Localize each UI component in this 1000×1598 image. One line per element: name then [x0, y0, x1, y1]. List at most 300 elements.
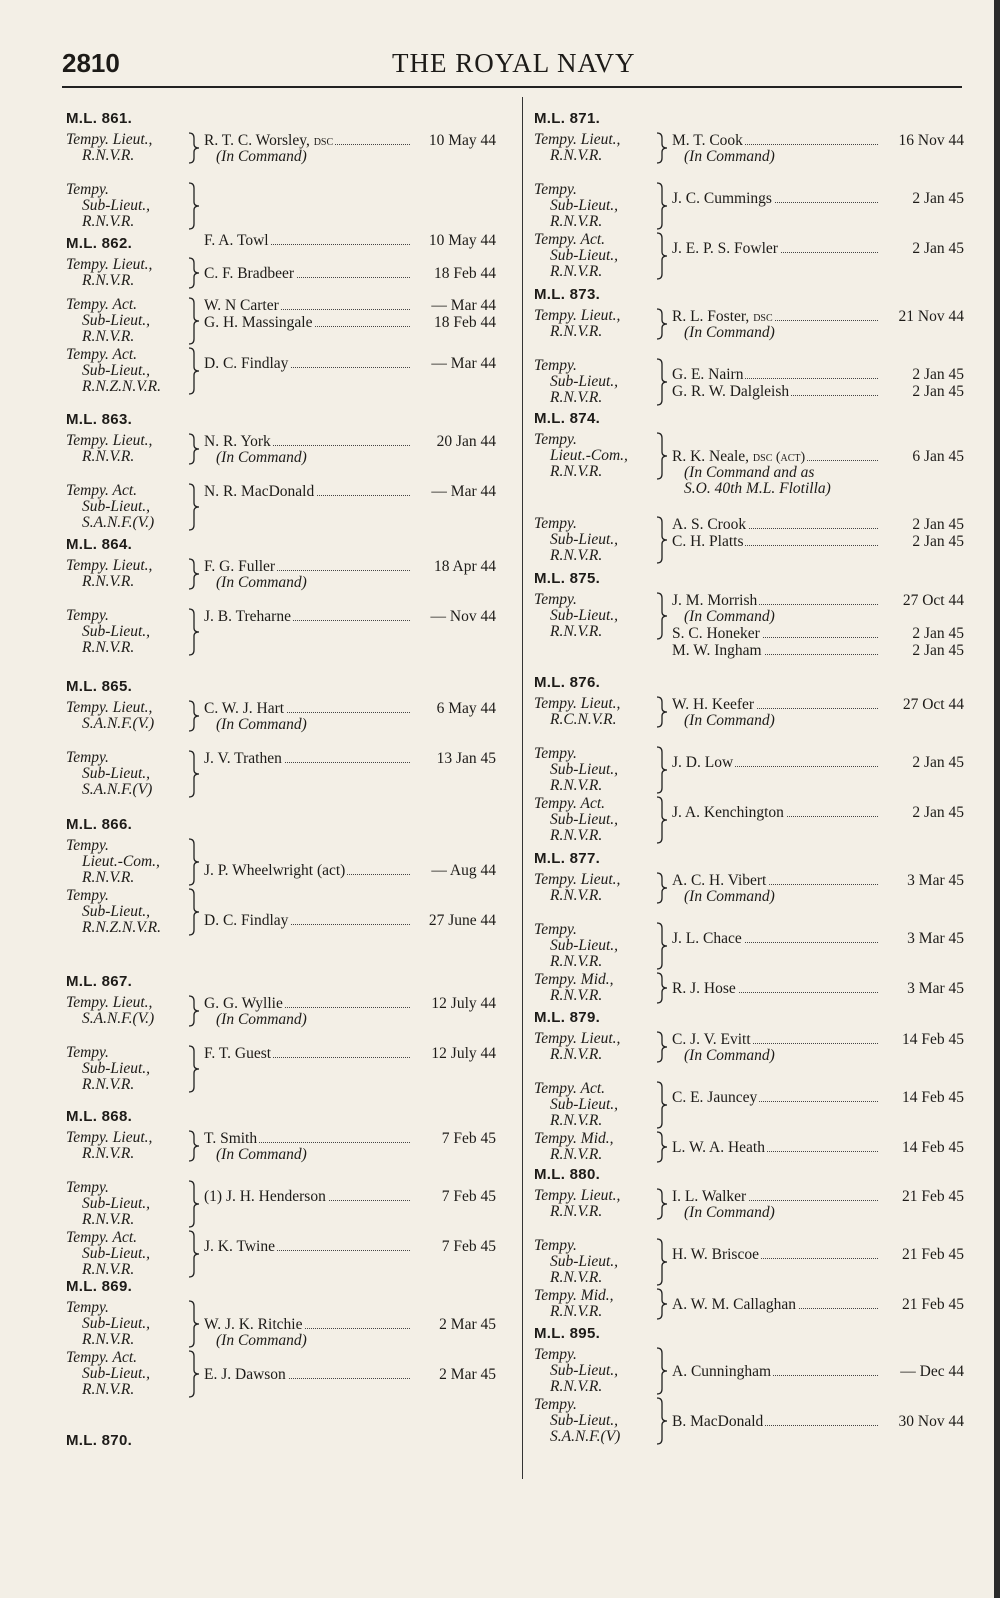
brace-shape — [188, 888, 200, 936]
rank-group — [66, 483, 496, 531]
brace-shape — [656, 696, 668, 728]
officer-name — [672, 980, 738, 998]
officer-name-text: D. C. Findlay — [204, 355, 289, 372]
officer-name — [204, 1045, 273, 1063]
rank-line: R.N.V.R. — [550, 1203, 603, 1220]
officer-name-text: G. E. Nairn — [672, 366, 744, 383]
rank-line: Sub-Lieut., — [550, 1096, 619, 1113]
seniority-date: — Nov 44 — [428, 608, 496, 626]
brace — [656, 972, 668, 1004]
brace-shape — [188, 1350, 200, 1398]
rank-line: R.N.V.R. — [550, 323, 603, 340]
seniority-date: 18 Apr 44 — [431, 558, 496, 576]
brace — [656, 516, 668, 564]
rank-line: Tempy. Act. — [66, 1229, 138, 1246]
rank-group — [534, 1188, 964, 1222]
officer-name-text: C. E. Jauncey — [672, 1089, 758, 1106]
seniority-date: 18 Feb 44 — [431, 265, 496, 283]
command-note: (In Command) — [216, 148, 307, 165]
command-note: (In Command) — [684, 324, 775, 341]
seniority-date: 3 Mar 45 — [904, 872, 964, 890]
seniority-date: 2 Jan 45 — [909, 804, 964, 822]
brace — [656, 1031, 668, 1063]
brace-shape — [656, 232, 668, 280]
rank-line: Tempy. — [66, 607, 109, 624]
rank-group — [66, 257, 496, 289]
seniority-date: 12 July 44 — [428, 1045, 496, 1063]
rank-group — [534, 872, 964, 906]
rank-line: R.N.Z.N.V.R. — [82, 378, 161, 395]
rank-line: Tempy. Lieut., — [534, 1187, 621, 1204]
rank-group — [66, 1045, 496, 1093]
officer-name-text: G. G. Wyllie — [204, 995, 283, 1012]
officer-name-text: C. J. V. Evitt — [672, 1031, 751, 1048]
officer-name-text: J. C. Cummings — [672, 190, 772, 207]
rank-group — [66, 1230, 496, 1278]
officer-name-text: A. W. M. Callaghan — [672, 1296, 796, 1313]
seniority-date: 27 June 44 — [426, 912, 496, 930]
rank-line: S.A.N.F.(V.) — [82, 715, 155, 732]
officer-entry — [204, 862, 496, 880]
rank-line: Sub-Lieut., — [550, 811, 619, 828]
command-note: (In Command) — [684, 148, 775, 165]
boat-title: M.L. 867. — [66, 973, 133, 990]
rank-line: R.N.V.R. — [82, 272, 135, 289]
rank-line: R.N.Z.N.V.R. — [82, 919, 161, 936]
brace-shape — [656, 132, 668, 164]
brace-shape — [188, 132, 200, 164]
brace-shape — [656, 1131, 668, 1163]
seniority-date: 21 Feb 45 — [899, 1246, 964, 1264]
officer-name — [204, 314, 315, 332]
command-note: (In Command) — [684, 608, 775, 625]
officer-name-text: C. W. J. Hart — [204, 700, 285, 717]
brace-shape — [188, 433, 200, 465]
officer-entry — [204, 750, 496, 768]
rank-line: S.A.N.F.(V.) — [82, 1010, 155, 1027]
brace-shape — [656, 516, 668, 564]
brace — [188, 182, 200, 230]
rank-group — [66, 750, 496, 798]
rank-group — [534, 1238, 964, 1286]
rank-line: Sub-Lieut., — [82, 765, 151, 782]
seniority-date: 18 Feb 44 — [431, 314, 496, 332]
officer-entry — [204, 1045, 496, 1063]
boat-title: M.L. 876. — [534, 674, 601, 691]
officer-entry — [204, 608, 496, 626]
brace — [656, 1347, 668, 1395]
rank-line: Sub-Lieut., — [550, 531, 619, 548]
officer-entry — [672, 1296, 964, 1314]
rank-line: Tempy. Mid., — [534, 1130, 614, 1147]
officer-name — [672, 754, 735, 772]
officer-name-text: N. R. York — [204, 433, 271, 450]
page-title: THE ROYAL NAVY — [392, 48, 636, 78]
boat-title: M.L. 871. — [534, 110, 601, 127]
rank-line: S.A.N.F.(V) — [82, 781, 153, 798]
rank-line: R.N.V.R. — [82, 1211, 135, 1228]
seniority-date: — Mar 44 — [428, 297, 496, 315]
brace — [188, 608, 200, 656]
seniority-date: 10 May 44 — [426, 232, 496, 250]
brace-shape — [656, 592, 668, 640]
officer-name-text: R. L. Foster, — [672, 308, 754, 325]
rank-line: Tempy. Act. — [66, 482, 138, 499]
rank-group — [534, 358, 964, 406]
rank-line: Sub-Lieut., — [550, 761, 619, 778]
brace — [656, 696, 668, 728]
boat-title: M.L. 875. — [534, 570, 601, 587]
rank-line: Tempy. Lieut., — [534, 307, 621, 324]
brace — [188, 1045, 200, 1093]
command-note: (In Command) — [216, 1011, 307, 1028]
command-note: (In Command) — [684, 1047, 775, 1064]
brace-shape — [188, 483, 200, 531]
page-header — [62, 44, 962, 84]
officer-entry — [204, 483, 496, 501]
seniority-date: 20 Jan 44 — [434, 433, 496, 451]
seniority-date: 6 May 44 — [434, 700, 496, 718]
officer-name-text: A. S. Crook — [672, 516, 747, 533]
officer-name-text: A. Cunningham — [672, 1363, 772, 1380]
officer-name-text: J. P. Wheelwright (act) — [204, 862, 346, 879]
boat-title: M.L. 865. — [66, 678, 133, 695]
seniority-date: — Aug 44 — [428, 862, 496, 880]
officer-name-text: J. D. Low — [672, 754, 734, 771]
header-rule — [62, 86, 962, 88]
rank-group — [66, 433, 496, 467]
officer-name-text: F. A. Towl — [204, 232, 269, 249]
rank-line: Tempy. — [534, 515, 577, 532]
officer-name-text: H. W. Briscoe — [672, 1246, 759, 1263]
rank-line: Tempy. — [534, 431, 577, 448]
officer-name — [672, 1089, 759, 1107]
officer-name-text: J. B. Treharne — [204, 608, 291, 625]
officer-name — [672, 930, 744, 948]
rank-line: R.N.V.R. — [550, 1146, 603, 1163]
officer-name-text: R. K. Neale, — [672, 448, 753, 465]
brace — [656, 1081, 668, 1129]
rank-line: Tempy. — [534, 1346, 577, 1363]
rank-line: Tempy. Lieut., — [66, 557, 153, 574]
rank-line: Tempy. Lieut., — [534, 695, 621, 712]
seniority-date: 10 May 44 — [426, 132, 496, 150]
rank-group — [534, 1031, 964, 1065]
rank-line: Tempy. — [66, 1179, 109, 1196]
page-edge — [994, 0, 1000, 1598]
boat-title: M.L. 862. — [66, 235, 133, 252]
seniority-date: 2 Jan 45 — [909, 625, 964, 643]
rank-line: Sub-Lieut., — [82, 498, 151, 515]
rank-group — [534, 922, 964, 970]
seniority-date: 14 Feb 45 — [899, 1031, 964, 1049]
officer-name-text: J. V. Trathen — [204, 750, 282, 767]
brace-shape — [656, 922, 668, 970]
officer-entry — [204, 265, 496, 283]
rank-line: R.N.V.R. — [82, 1381, 135, 1398]
officer-entry — [672, 1139, 964, 1157]
brace — [188, 257, 200, 289]
boat-title: M.L. 863. — [66, 411, 133, 428]
officer-entry — [672, 516, 964, 534]
brace-shape — [188, 257, 200, 289]
brace-shape — [656, 1081, 668, 1129]
rank-line: R.N.V.R. — [82, 1145, 135, 1162]
officer-name — [672, 383, 791, 401]
boat-title: M.L. 879. — [534, 1009, 601, 1026]
rank-line: R.N.V.R. — [550, 777, 603, 794]
officer-name-text: M. W. Ingham — [672, 642, 762, 659]
brace — [188, 1350, 200, 1398]
officer-name — [672, 533, 745, 551]
rank-line: Sub-Lieut., — [550, 247, 619, 264]
brace — [188, 483, 200, 531]
officer-name — [672, 804, 786, 822]
rank-line: Tempy. Mid., — [534, 1287, 614, 1304]
rank-group — [66, 1130, 496, 1164]
seniority-date: — Dec 44 — [897, 1363, 964, 1381]
rank-line: R.N.V.R. — [550, 1046, 603, 1063]
brace-shape — [188, 700, 200, 732]
column-divider — [522, 97, 523, 1479]
rank-line: R.N.V.R. — [550, 547, 603, 564]
officer-entry — [672, 533, 964, 551]
officer-name-text: A. C. H. Vibert — [672, 872, 767, 889]
officer-name-text: E. J. Dawson — [204, 1366, 286, 1383]
brace — [188, 1130, 200, 1162]
brace-shape — [656, 972, 668, 1004]
brace-shape — [656, 182, 668, 230]
rank-line: R.N.V.R. — [82, 448, 135, 465]
brace-shape — [188, 838, 200, 886]
rank-line: Tempy. Lieut., — [534, 131, 621, 148]
officer-name — [204, 750, 284, 768]
rank-line: Tempy. — [66, 181, 109, 198]
boat-title: M.L. 880. — [534, 1166, 601, 1183]
officer-entry — [672, 366, 964, 384]
brace — [188, 700, 200, 732]
rank-line: Sub-Lieut., — [550, 373, 619, 390]
rank-line: Sub-Lieut., — [82, 312, 151, 329]
rank-line: R.N.V.R. — [550, 1378, 603, 1395]
rank-line: R.N.V.R. — [82, 213, 135, 230]
rank-group — [534, 232, 964, 280]
rank-line: Tempy. — [66, 887, 109, 904]
seniority-date: 14 Feb 45 — [899, 1089, 964, 1107]
brace — [656, 922, 668, 970]
seniority-date: 2 Jan 45 — [909, 190, 964, 208]
rank-line: R.N.V.R. — [550, 1269, 603, 1286]
rank-group — [66, 1350, 496, 1398]
rank-line: R.N.V.R. — [82, 328, 135, 345]
boat-title: M.L. 877. — [534, 850, 601, 867]
rank-group — [534, 696, 964, 730]
brace-shape — [188, 1300, 200, 1348]
rank-group — [66, 297, 496, 345]
brace-shape — [656, 308, 668, 340]
officer-name — [672, 1139, 767, 1157]
rank-line: Sub-Lieut., — [550, 937, 619, 954]
rank-line: R.N.V.R. — [82, 869, 135, 886]
rank-line: Tempy. Act. — [66, 296, 138, 313]
command-note: (In Command) — [216, 1146, 307, 1163]
officer-entry — [204, 1188, 496, 1206]
boat-title: M.L. 870. — [66, 1432, 133, 1449]
officer-name-text: F. T. Guest — [204, 1045, 272, 1062]
officer-entry — [672, 1089, 964, 1107]
officer-name-text: (1) J. H. Henderson — [204, 1188, 326, 1205]
rank-line: Sub-Lieut., — [82, 362, 151, 379]
officer-name — [672, 1413, 765, 1431]
seniority-date: 2 Jan 45 — [909, 642, 964, 660]
rank-line: Tempy. — [534, 1396, 577, 1413]
command-note: (In Command) — [216, 574, 307, 591]
rank-group — [534, 746, 964, 794]
seniority-date: 7 Feb 45 — [439, 1188, 496, 1206]
rank-line: R.N.V.R. — [550, 953, 603, 970]
boat-title: M.L. 861. — [66, 110, 133, 127]
officer-name — [204, 1188, 328, 1206]
officer-name-text: G. H. Massingale — [204, 314, 313, 331]
rank-line: R.N.V.R. — [82, 1076, 135, 1093]
brace-shape — [188, 558, 200, 590]
brace-shape — [188, 608, 200, 656]
officer-name-text: J. E. P. S. Fowler — [672, 240, 778, 257]
officer-name-text: R. J. Hose — [672, 980, 736, 997]
officer-name-text: F. G. Fuller — [204, 558, 276, 575]
officer-name-text: M. T. Cook — [672, 132, 743, 149]
officer-name — [672, 366, 745, 384]
seniority-date: 2 Jan 45 — [909, 383, 964, 401]
rank-line: Sub-Lieut., — [82, 1245, 151, 1262]
brace — [188, 995, 200, 1027]
rank-line: Sub-Lieut., — [550, 197, 619, 214]
brace — [188, 1300, 200, 1348]
brace — [656, 746, 668, 794]
brace — [656, 1188, 668, 1220]
brace-shape — [188, 1045, 200, 1093]
rank-line: Tempy. Mid., — [534, 971, 614, 988]
officer-name — [672, 642, 764, 660]
officer-entry — [204, 314, 496, 332]
rank-line: Tempy. Lieut., — [534, 1030, 621, 1047]
officer-name-text: G. R. W. Dalgleish — [672, 383, 790, 400]
rank-line: Sub-Lieut., — [82, 1315, 151, 1332]
decoration-suffix: dsc (act) — [752, 450, 806, 465]
rank-group — [534, 592, 964, 660]
rank-line: Tempy. — [66, 749, 109, 766]
rank-group — [534, 1288, 964, 1320]
rank-group — [66, 700, 496, 734]
officer-entry — [672, 754, 964, 772]
rank-group — [66, 347, 496, 395]
rank-line: Sub-Lieut., — [550, 1362, 619, 1379]
rank-line: Tempy. Act. — [66, 346, 138, 363]
seniority-date: 3 Mar 45 — [904, 980, 964, 998]
command-note: (In Command) — [684, 888, 775, 905]
rank-group — [534, 972, 964, 1004]
officer-entry — [672, 383, 964, 401]
seniority-date: 2 Jan 45 — [909, 366, 964, 384]
officer-entry — [672, 1413, 964, 1431]
officer-name — [672, 625, 762, 643]
seniority-date: 21 Nov 44 — [896, 308, 964, 326]
rank-line: Sub-Lieut., — [82, 1365, 151, 1382]
rank-line: Tempy. — [66, 837, 109, 854]
officer-name — [204, 297, 281, 315]
officer-entry — [672, 190, 964, 208]
seniority-date: 7 Feb 45 — [439, 1130, 496, 1148]
rank-group — [66, 558, 496, 592]
officer-entry — [672, 1246, 964, 1264]
brace — [656, 1397, 668, 1445]
rank-group — [534, 1131, 964, 1163]
command-note: (In Command) — [216, 449, 307, 466]
officer-name-text: C. H. Platts — [672, 533, 744, 550]
rank-line: Sub-Lieut., — [82, 623, 151, 640]
seniority-date: 3 Mar 45 — [904, 930, 964, 948]
rank-line: R.N.V.R. — [550, 213, 603, 230]
brace — [188, 347, 200, 395]
officer-entry — [204, 912, 496, 930]
rank-line: Tempy. — [66, 1299, 109, 1316]
rank-line: Tempy. Lieut., — [66, 131, 153, 148]
officer-name — [672, 516, 748, 534]
rank-line: Tempy. Lieut., — [66, 699, 153, 716]
brace — [188, 433, 200, 465]
decoration-suffix: dsc — [313, 134, 334, 149]
rank-line: Tempy. Lieut., — [66, 994, 153, 1011]
officer-name-text: J. M. Morrish — [672, 592, 758, 609]
brace — [656, 132, 668, 164]
seniority-date: 6 Jan 45 — [909, 448, 964, 466]
rank-group — [534, 1347, 964, 1395]
boat-title: M.L. 868. — [66, 1108, 133, 1125]
rank-line: R.N.V.R. — [550, 389, 603, 406]
rank-line: R.N.V.R. — [82, 573, 135, 590]
brace — [656, 232, 668, 280]
rank-line: Sub-Lieut., — [82, 1195, 151, 1212]
seniority-date: 21 Feb 45 — [899, 1188, 964, 1206]
brace — [188, 132, 200, 164]
rank-line: Tempy. Act. — [66, 1349, 138, 1366]
officer-name — [672, 1296, 798, 1314]
officer-name — [204, 912, 290, 930]
brace-shape — [656, 746, 668, 794]
seniority-date: 14 Feb 45 — [899, 1139, 964, 1157]
rank-line: Tempy. Act. — [534, 231, 606, 248]
brace — [188, 558, 200, 590]
rank-line: Tempy. — [534, 921, 577, 938]
officer-name-text: J. K. Twine — [204, 1238, 275, 1255]
seniority-date: 12 July 44 — [428, 995, 496, 1013]
rank-line: Tempy. — [534, 1237, 577, 1254]
rank-line: R.N.V.R. — [550, 263, 603, 280]
rank-line: R.N.V.R. — [82, 147, 135, 164]
rank-group — [66, 608, 496, 656]
brace — [188, 838, 200, 886]
brace — [656, 1288, 668, 1320]
boat-title: M.L. 873. — [534, 286, 601, 303]
rank-line: R.N.V.R. — [82, 1331, 135, 1348]
command-note: S.O. 40th M.L. Flotilla) — [684, 480, 831, 497]
seniority-date: 21 Feb 45 — [899, 1296, 964, 1314]
brace-shape — [656, 1238, 668, 1286]
command-note: (In Command) — [684, 1204, 775, 1221]
rank-line: Tempy. — [534, 357, 577, 374]
rank-line: Tempy. Act. — [534, 795, 606, 812]
officer-name — [672, 1363, 773, 1381]
